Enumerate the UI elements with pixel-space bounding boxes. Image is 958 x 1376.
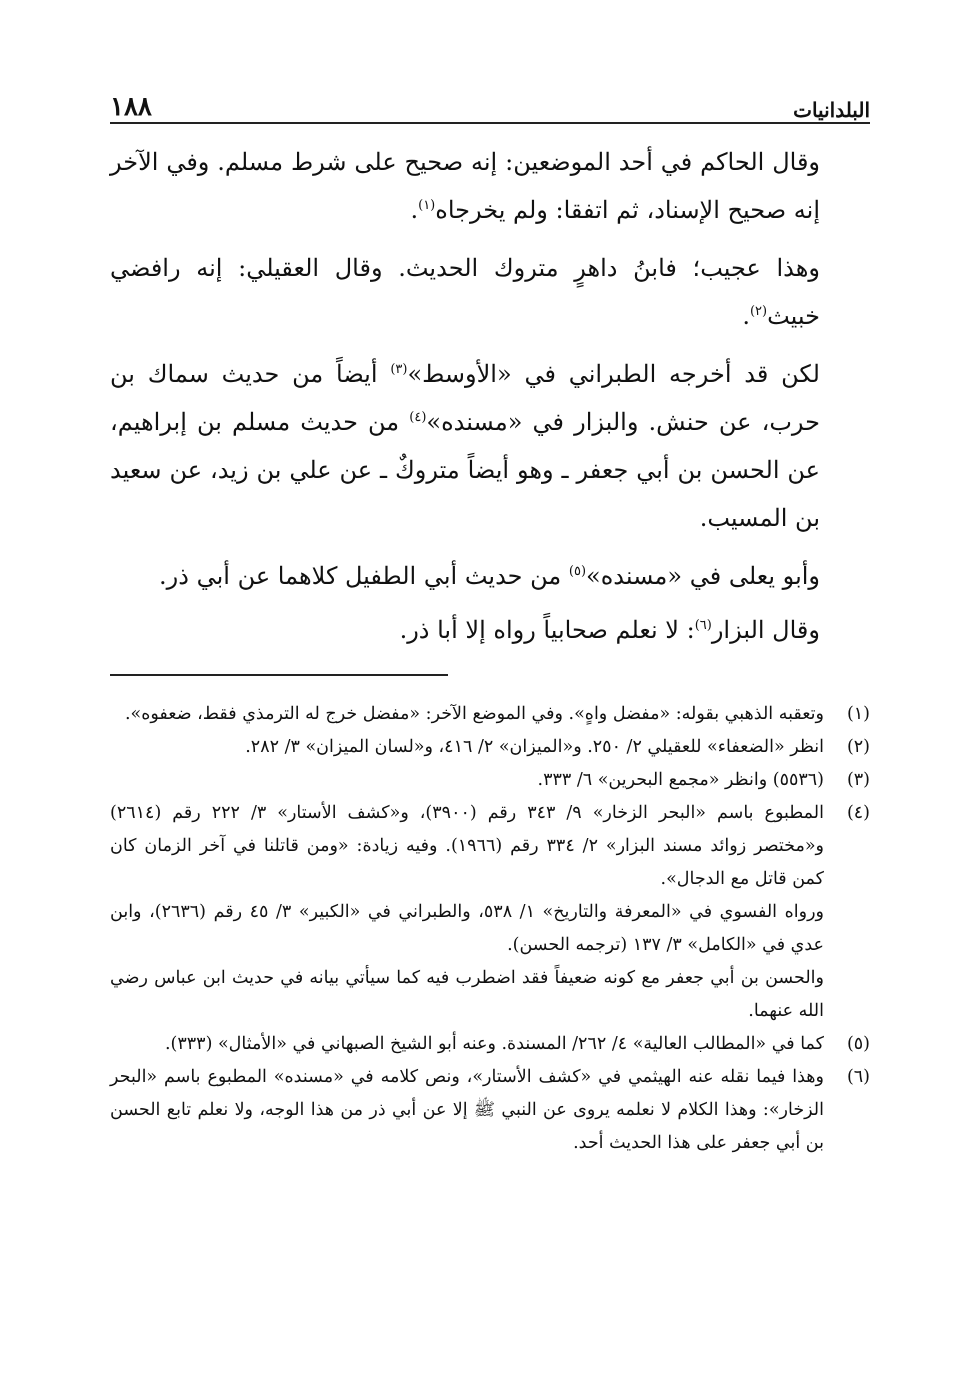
footnote-number: (٢) — [846, 737, 870, 757]
footnote-2 — [110, 731, 870, 764]
footnote-text: (٥٥٣٦) وانظر «مجمع البحرين» ٦/ ٣٣٣. — [537, 770, 824, 790]
footnote-number: (٦) — [846, 1067, 870, 1087]
paragraph-4: وأبو يعلى في «مسنده»$^{(٥)}$ من حديث أبي الطفيل كلاهما عن أبي ذر. — [159, 562, 820, 590]
footnote-ref-5: (٥) — [568, 564, 587, 579]
document-page — [110, 80, 870, 1160]
footnote-text: المطبوع باسم «البحر الزخار» ٩/ ٣٤٣ رقم (٣٩٠٠)، و«كشف الأستار» ٣/ ٢٢٢ رقم (٢٦١٤) و«مختصر زوائد مسند البزار» ٢/ ٣٣٤ رقم (١٩٦٦). وفيه زيادة: «ومن قاتلنا في آخر الزمان كان كمن قاتل مع الدجال». — [110, 803, 825, 889]
footnotes — [110, 698, 870, 1160]
footnote-text: والحسن بن أبي جعفر مع كونه ضعيفاً فقد اضطرب فيه كما سيأتي بيانه في حديث ابن عباس رضي الله عنهما. — [110, 968, 824, 1021]
footnote-number: (٥) — [846, 1034, 870, 1054]
footnote-text: وهذا فيما نقله عنه الهيثمي في «كشف الأستار»، ونص كلامه في «مسنده» المطبوع باسم «البحر الزخار»: وهذا الكلام لا نعلمه يروى عن النبي ﷺ إلا عن أبي ذر من هذا الوجه، ولا نعلم تابع الحسن بن أبي جعفر على هذا الحديث أحد. — [110, 1067, 824, 1153]
footnote-text: ورواه الفسوي في «المعرفة والتاريخ» ١/ ٥٣٨، والطبراني في «الكبير» ٣/ ٤٥ رقم (٢٦٣٦)، وابن عدي في «الكامل» ٣/ ١٣٧ (ترجمه الحسن). — [110, 902, 824, 955]
paragraph-5: وقال البزار$^{(٦)}$: لا نعلم صحابياً رواه إلا أبا ذر. — [399, 616, 820, 644]
footnote-6 — [110, 1061, 870, 1160]
footnote-4 — [110, 797, 870, 1028]
main-text — [110, 138, 870, 654]
footnote-text: وتعقبه الذهبي بقوله: «مفضل واهٍ». وفي الموضع الآخر: «مفضل خرج له الترمذي فقط، ضعفوه». — [124, 704, 824, 724]
footnote-separator — [110, 674, 448, 676]
footnote-3 — [110, 764, 870, 797]
footnote-ref-1: (١) — [418, 198, 436, 213]
paragraph-2: وهذا عجيب؛ فابنُ داهرٍ متروك الحديث. وقال العقيلي: إنه رافضي خبيث$^{(٢)}$. — [110, 254, 820, 330]
footnote-ref-4: (٤) — [409, 410, 427, 425]
footnote-text: كما في «المطالب العالية» ٤/ ٢٦٢/ المسندة. وعنه أبو الشيخ الصبهاني في «الأمثال» (٣٣٣). — [164, 1034, 824, 1054]
footnote-text: انظر «الضعفاء» للعقيلي ٢/ ٢٥٠. و«الميزان» ٢/ ٤١٦، و«لسان الميزان» ٣/ ٢٨٢. — [245, 737, 824, 757]
footnote-number: (٤) — [846, 803, 870, 823]
paragraph-3: لكن قد أخرجه الطبراني في «الأوسط»$^{(٣)}$ أيضاً من حديث سماك بن حرب، عن حنش. والبزار في «مسنده»$^{(٤)}$ من حديث مسلم بن إبراهيم، عن الحسن بن أبي جعفر ـ وهو أيضاً متروكٌ ـ عن علي بن زيد، عن سعيد بن المسيب. — [110, 360, 820, 532]
running-title: البلدانيات — [793, 98, 870, 122]
footnote-number: (٣) — [846, 770, 870, 790]
footnote-number: (١) — [846, 704, 870, 724]
paragraph-1: وقال الحاكم في أحد الموضعين: إنه صحيح على شرط مسلم. وفي الآخر إنه صحيح الإسناد، ثم اتفقا: ولم يخرجاه$^{(١)}$. — [110, 148, 820, 224]
footnote-1 — [110, 698, 870, 731]
footnote-ref-3: (٣) — [390, 362, 408, 377]
footnote-ref-2: (٢) — [749, 304, 768, 319]
page-number: ١٨٨ — [110, 92, 152, 122]
page-header — [110, 80, 870, 124]
footnote-ref-6: (٦) — [694, 618, 712, 633]
footnote-5 — [110, 1028, 870, 1061]
